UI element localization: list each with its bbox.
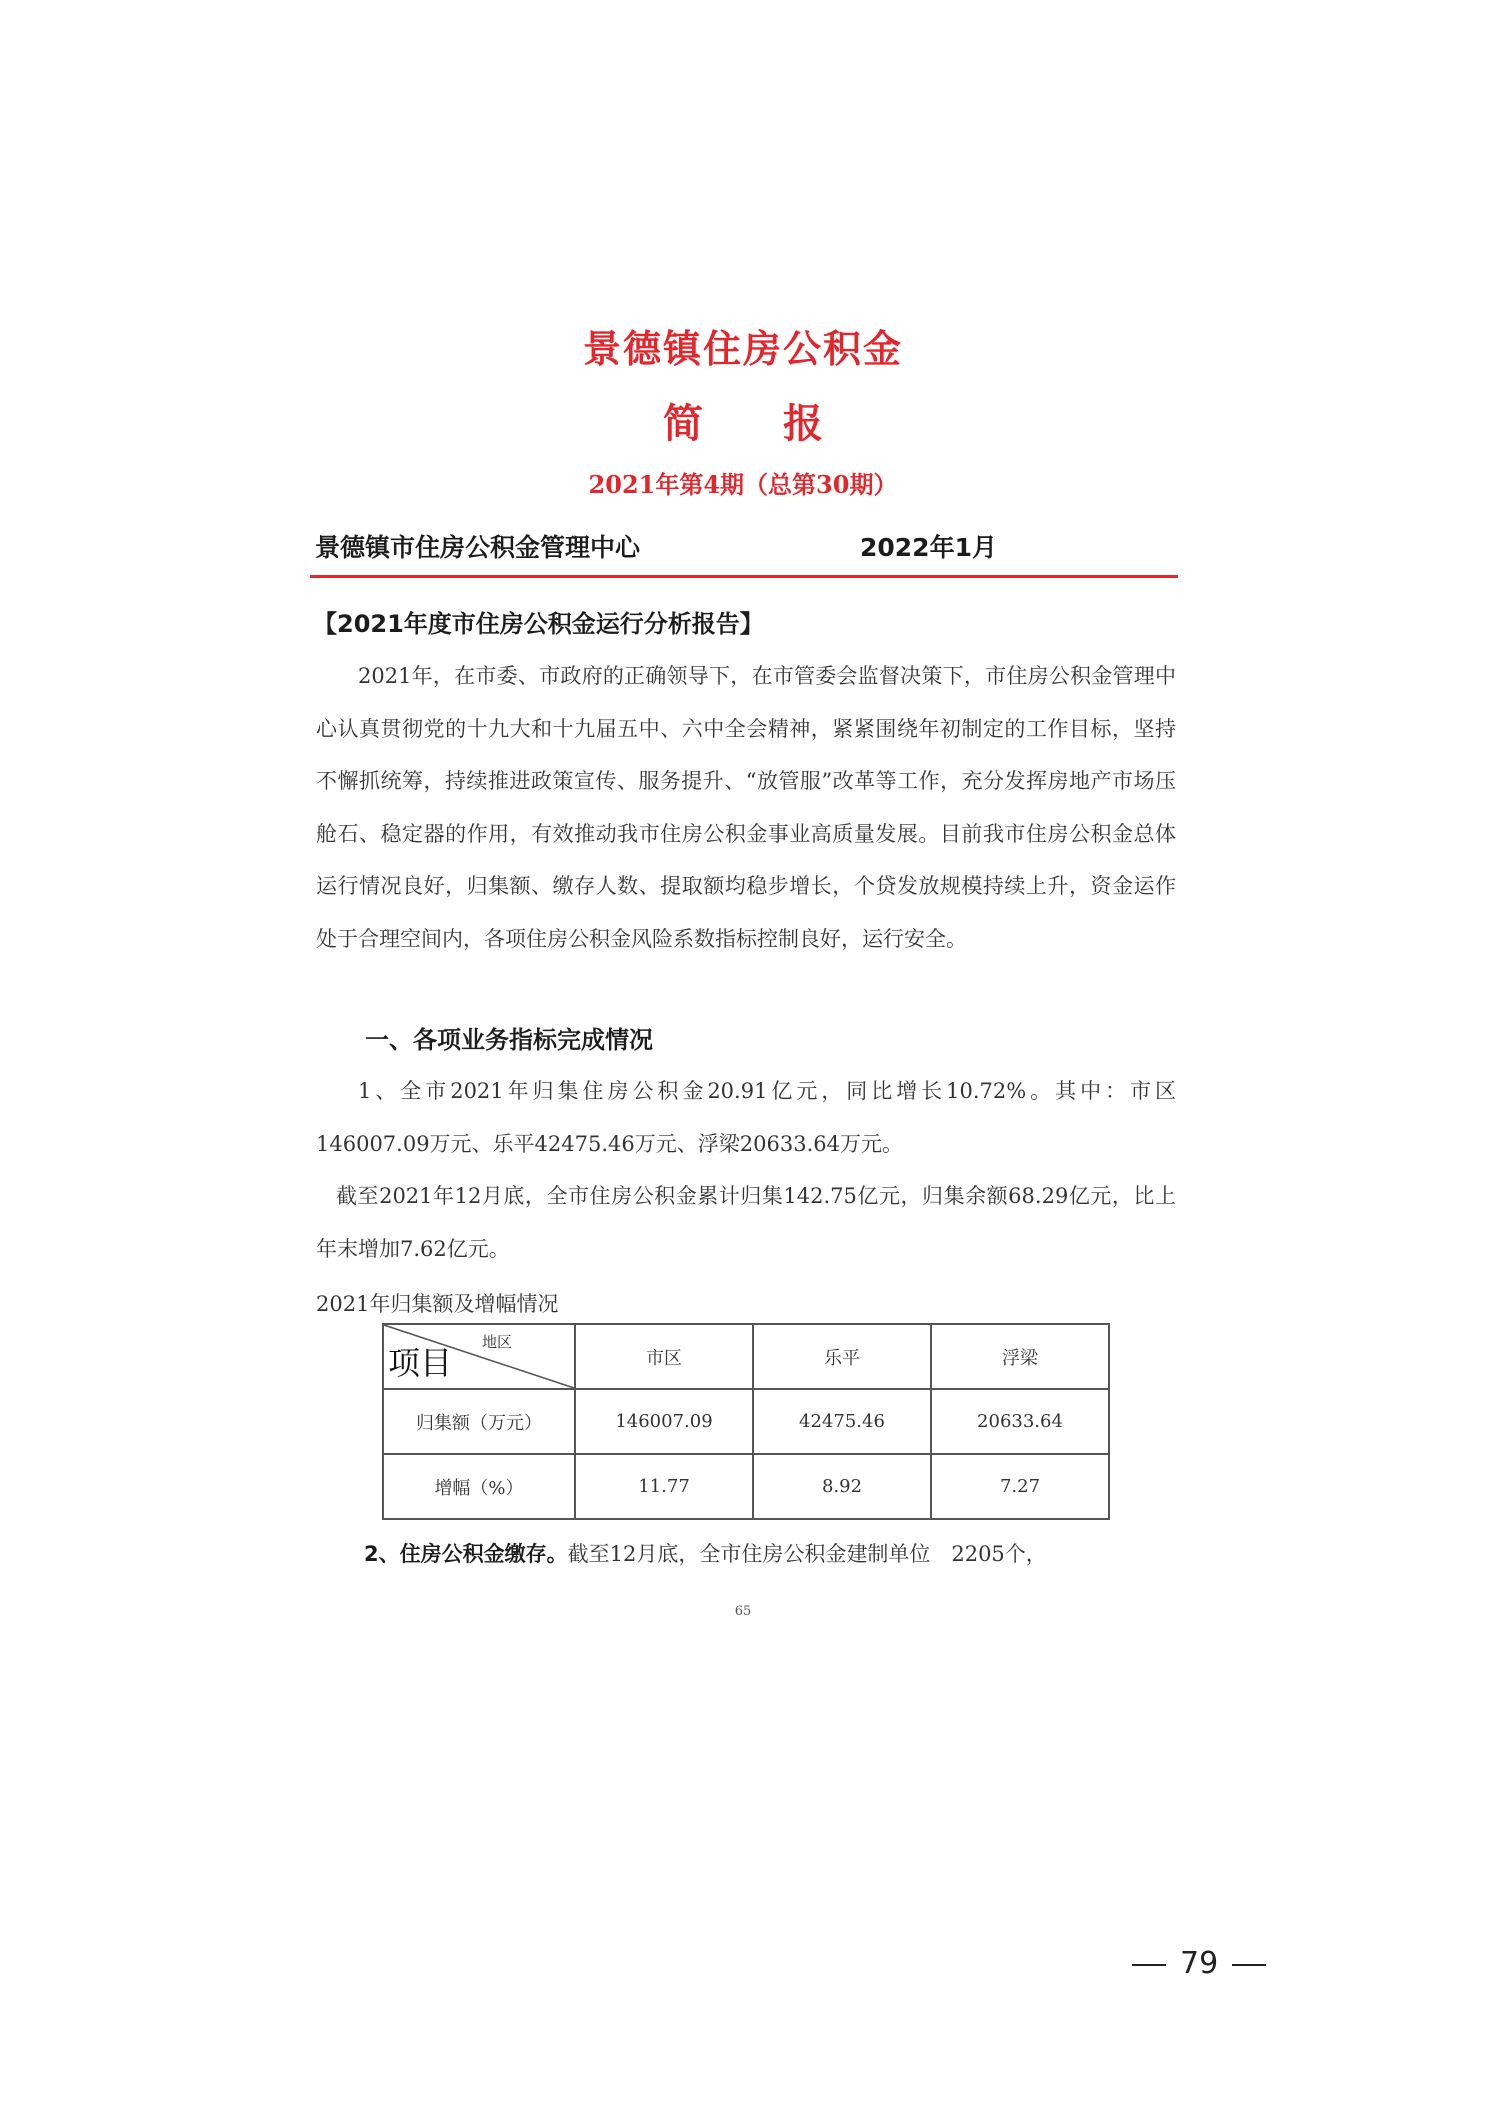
masthead-subtitle-char: 简 (663, 401, 703, 447)
issuer-name: 景德镇市住房公积金管理中心 (315, 533, 641, 562)
table-caption: 2021年归集额及增幅情况 (316, 1292, 559, 1316)
intro-paragraph: 2021年，在市委、市政府的正确领导下，在市管委会监督决策下，市住房公积金管理中心认真贯彻党的十九大和十九届五中、六中全会精神，紧紧围绕年初制定的工作目标，坚持不懈抓统筹，持续推进政策宣传、服务提升、“放管服”改革等工作，充分发挥房地产市场压舱石、稳定器的作用，有效推动我市住房公积金事业高质量发展。目前我市住房公积金总体运行情况良好，归集额、缴存人数、提取额均稳步增长，个贷发放规模持续上升，资金运作处于合理空间内，各项住房公积金风险系数指标控制良好，运行安全。 (316, 664, 1176, 951)
item2-title: 2、住房公积金缴存。 (364, 1542, 568, 1566)
page-number: 79 (1180, 1946, 1219, 1981)
masthead-subtitle-char: 报 (783, 401, 823, 447)
footer-dash (1232, 1964, 1266, 1966)
table-header-row (383, 1324, 1109, 1389)
red-divider (310, 575, 1178, 578)
masthead-subtitle (0, 392, 1486, 449)
footer-dash (1132, 1964, 1166, 1966)
row-label: 增幅（%） (383, 1454, 575, 1519)
corner-row-label: 项目 (388, 1344, 453, 1382)
issue-date: 2022年1月 (860, 533, 997, 562)
item1-continuation: 截至2021年12月底，全市住房公积金累计归集142.75亿元，归集余额68.29亿元，比上年末增加7.62亿元。 (316, 1184, 1176, 1261)
table-row (383, 1389, 1109, 1454)
page-footer (1118, 1946, 1280, 1981)
row-label: 归集额（万元） (383, 1389, 575, 1454)
section-heading: 一、各项业务指标完成情况 (365, 1026, 653, 1054)
column-header: 市区 (575, 1324, 753, 1389)
report-heading: 【2021年度市住房公积金运行分析报告】 (313, 610, 764, 638)
table-cell: 7.27 (931, 1454, 1109, 1519)
item2-paragraph (316, 1528, 1176, 1581)
table-cell: 8.92 (753, 1454, 931, 1519)
corner-col-label: 地区 (482, 1333, 513, 1351)
column-header: 乐平 (753, 1324, 931, 1389)
table-cell: 42475.46 (753, 1389, 931, 1454)
item1-paragraph: 1、全市2021年归集住房公积金20.91亿元，同比增长10.72%。其中：市区146007.09万元、乐平42475.46万元、浮梁20633.64万元。 (316, 1079, 1176, 1156)
table-corner-cell (383, 1324, 575, 1389)
masthead-title: 景德镇住房公积金 (582, 327, 903, 371)
column-header: 浮梁 (931, 1324, 1109, 1389)
table-cell: 20633.64 (931, 1389, 1109, 1454)
table-cell: 146007.09 (575, 1389, 753, 1454)
collection-table (382, 1323, 1110, 1520)
issue-number: 2021年第4期（总第30期） (588, 470, 898, 499)
inner-page-number: 65 (734, 1604, 752, 1619)
table-cell: 11.77 (575, 1454, 753, 1519)
table-row (383, 1454, 1109, 1519)
item2-text: 截至12月底，全市住房公积金建制单位 2205个， (567, 1542, 1047, 1566)
